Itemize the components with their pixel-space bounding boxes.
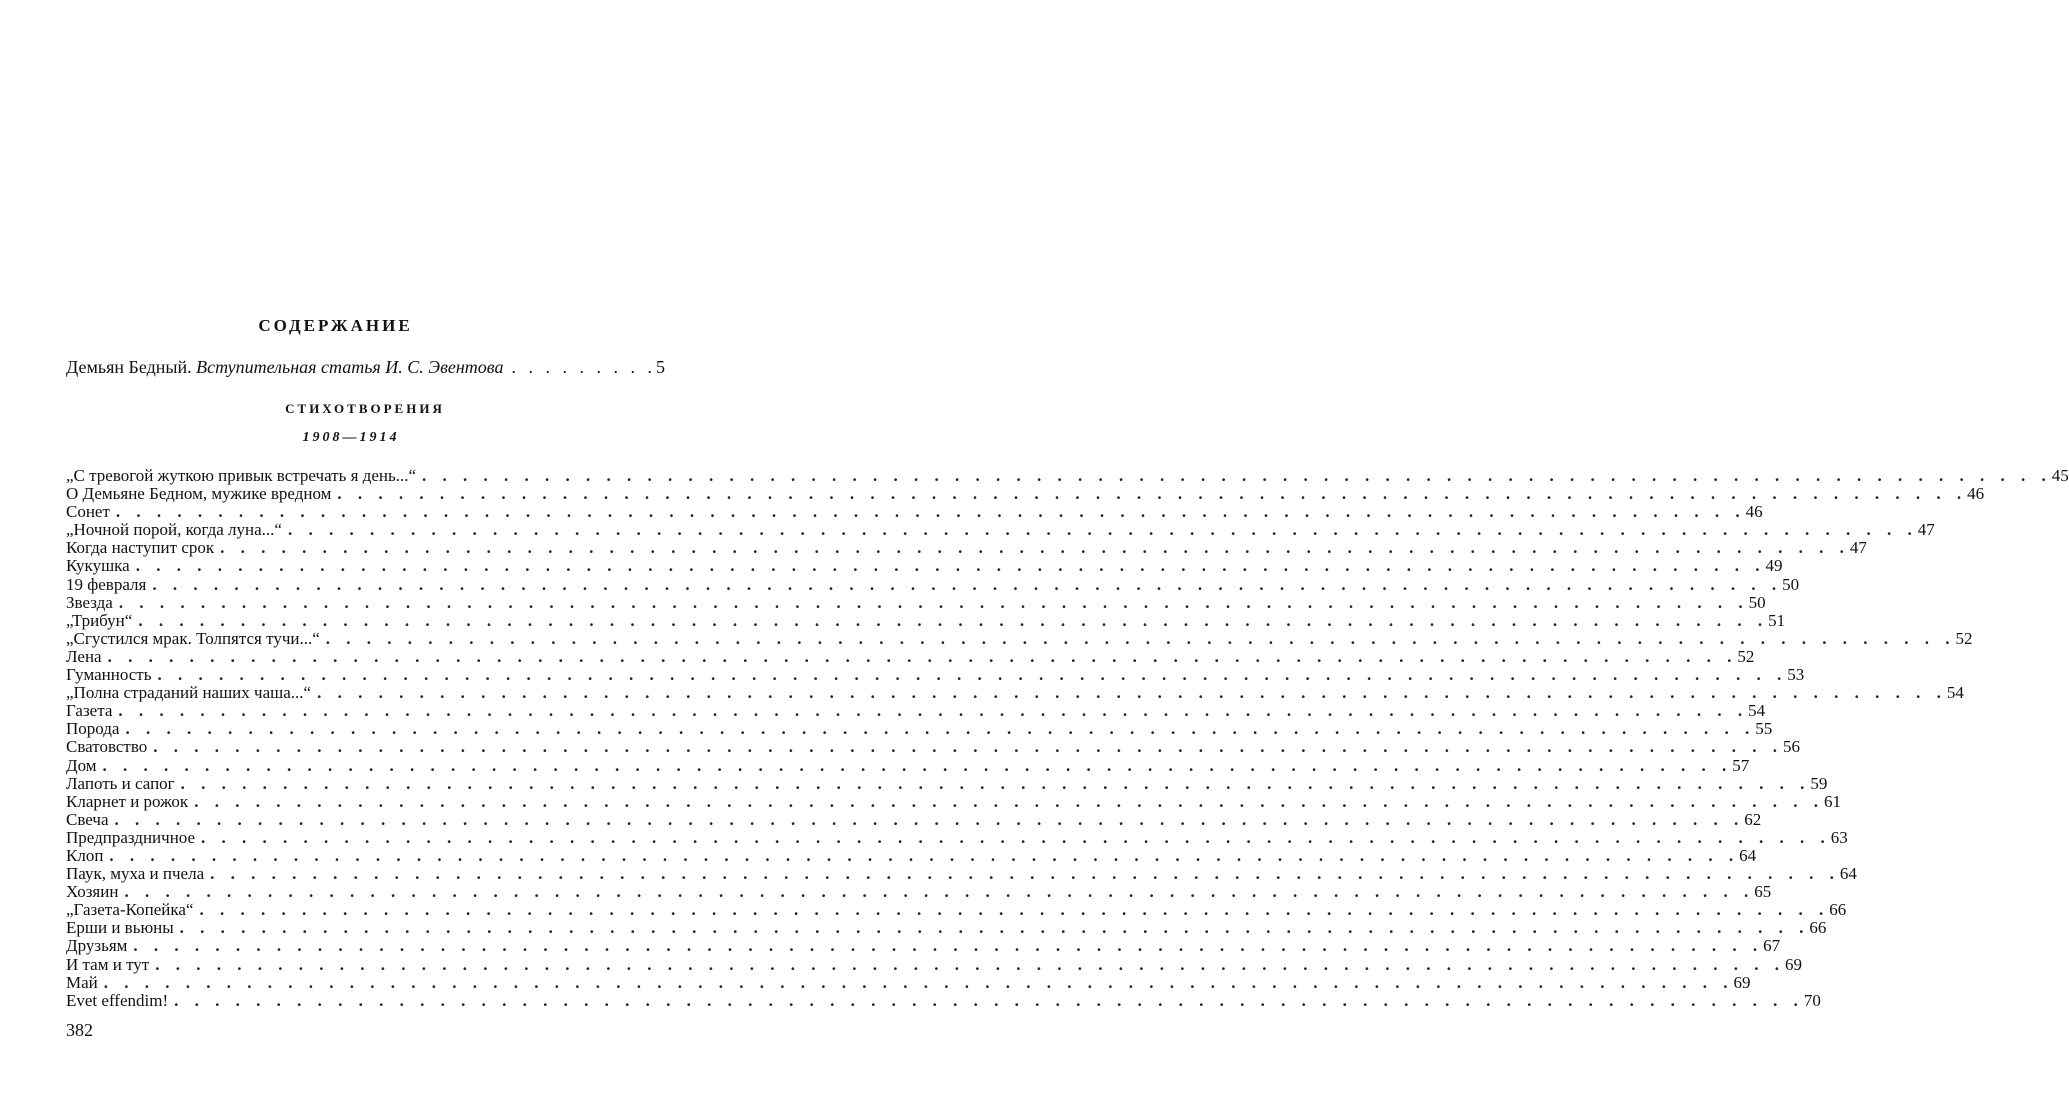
dot-leader: . . . . . . . . . . . . . . . . . . . . . . . . . . . . . . . . . . . . . . . . . . . . . . . . . . . . . . . . . . . . . . . . . . . . . . . . . . . . . . . . [102,755,1733,775]
toc-entry-title: 19 февраля [66,574,147,594]
dot-leader: . . . . . . . . . . . . . . . . . . . . . . . . . . . . . . . . . . . . . . . . . . . . . . . . . . . . . . . . . . . . . . . . . . . . . . . . . . . . . . . . [115,502,1746,522]
toc-entry-title: „Газета-Копейка“ [66,900,194,920]
toc-entry-title: Гуманность [66,665,152,685]
dot-leader: . . . . . . . . . . . . . . . . . . . . . . . . . . . . . . . . . . . . . . . . . . . . . . . . . . . . . . . . . . . . . . . . . . . . . . . . . . . . . . . . [325,628,1956,648]
toc-entry-page: 52 [1737,646,1755,666]
dot-leader: . . . . . . . . . . . . . . . . . . . . . . . . . . . . . . . . . . . . . . . . . . . . . . . . . . . . . . . . . . . . . . . . . . . . . . . . . . . . . . . . [180,773,1811,793]
dot-leader: . . . . . . . . . . . . . . . . . . . . . . . . . . . . . . . . . . . . . . . . . . . . . . . . . . . . . . . . . . . . . . . . . . . . . . . . . . . . . . . . [174,990,1804,1010]
toc-entry-page: 63 [1830,827,1848,847]
toc-entry-title: Сватовство [66,737,148,757]
toc-entry-page: 46 [1745,502,1763,522]
toc-entry [66,845,1757,865]
dot-leader: . . . . . . . . . . . . . . . . . . . . . . . . . . . . . . . . . . . . . . . . . . . . . . . . . . . . . . . . . . . . . . . . . . . . . . . . . . . . . . . . [114,809,1745,829]
toc-entry-page: 50 [1748,592,1766,612]
toc-entry [66,683,1964,703]
toc-entry-title: Предпраздничное [66,827,196,847]
dot-leader: . . . . . . . . . . . . . . . . . . . . . . . . . . . . . . . . . . . . . . . . . . . . . . . . . . . . . . . . . . . . . . . . . . . . . . . . . . . . . . . . [317,683,1947,703]
toc-entry-title: Когда наступит срок [66,538,215,558]
toc-entry-title: Лапоть и сапог [66,773,175,793]
toc-entry-title: Паук, муха и пчела [66,864,205,884]
toc-entry [66,628,1973,648]
toc-entry [66,556,1783,576]
toc-entry-page: 54 [1946,683,1964,703]
toc-entry-page: 66 [1829,900,1847,920]
toc-entry-page: 64 [1739,845,1757,865]
toc-entry-page: 51 [1768,610,1786,630]
section-heading: СТИХОТВОРЕНИЯ [285,401,445,416]
toc-entry-page: 46 [1967,484,1985,504]
dot-leader: . . . . . . . . . . . . . . . . . . . . . . . . . . . . . . . . . . . . . . . . . . . . . . . . . . . . . . . . . . . . . . . . . . . . . . . . . . . . . . . . [201,827,1831,847]
toc-entry [66,918,1827,938]
dot-leader: . . . . . . . . . . . . . . . . . . . . . . . . . . . . . . . . . . . . . . . . . . . . . . . . . . . . . . . . . . . . . . . . . . . . . . . . . . . . . . . . [337,484,1968,504]
toc-entry [66,809,1762,829]
toc-list [66,466,2069,1010]
toc-entry-title: Звезда [66,592,113,612]
toc-entry [66,972,1751,992]
toc-entry-title: „С тревогой жуткою привык встречать я день...“ [66,466,417,485]
toc-entry-page: 67 [1763,936,1781,956]
toc-entry [66,538,1867,558]
page-number: 382 [66,1020,93,1040]
dot-leader: . . . . . . . . . . . . . . . . . . . . . . . . . . . . . . . . . . . . . . . . . . . . . . . . . . . . . . . . . . . . . . . . . . . . . . . . . . . . . . . . [103,972,1734,992]
toc-entry-page: 47 [1849,538,1867,558]
toc-entry-page: 66 [1809,918,1827,938]
toc-entry [66,827,1848,847]
toc-entry-title: Свеча [66,809,109,829]
toc-entry [66,610,1786,630]
dot-leader: . . . . . . . . . . . . . . . . . . . . . . . . . . . . . . . . . . . . . . . . . . . . . . . . . . . . . . . . . . . . . . . . . . . . . . . . . . . . . . . . [135,556,1766,576]
dot-leader: . . . . . . . . . . . . . . . . . . . . . . . . . . . . . . . . . . . . . . . . . . . . . . . . . . . . . . . . . . . . . . . . . . . . . . . . . . . . . . . . [124,882,1755,902]
toc-entry-page: 59 [1810,773,1828,793]
toc-entry-page: 69 [1733,972,1751,992]
toc-entry-page: 45 [2051,466,2069,485]
dot-leader: . . . . . . . . . . . . . . . . . . . . . . . . . . . . . . . . . . . . . . . . . . . . . . . . . . . . . . . . . . . . . . . . . . . . . . . . . . . . . . . . [138,610,1769,630]
years-subheading: 1908—1914 [302,430,400,445]
toc-entry-page: 61 [1823,791,1841,811]
dot-leader: . . . . . . . . . . . . . . . . . . . . . . . . . . . . . . . . . . . . . . . . . . . . . . . . . . . . . . . . . . . . . . . . . . . . . . . . . . . . . . . . [133,936,1764,956]
dot-leader: . . . . . . . . . . . . . . . . . . . . . . . . . . . . . . . . . . . . . . . . . . . . . . . . . . . . . . . . . . . . . . . . . . . . . . . . . . . . . . . . [199,900,1830,920]
toc-entry-title: Кукушка [66,556,130,576]
toc-entry-title: Дом [66,755,97,775]
toc-entry-page: 64 [1839,864,1857,884]
toc-entry-title: „Ночной порой, когда луна...“ [66,520,282,540]
toc-entry-page: 62 [1744,809,1762,829]
dot-leader: . . . . . . . . . . . . . . . . . . . . . . . . . . . . . . . . . . . . . . . . . . . . . . . . . . . . . . . . . . . . . . . . . . . . . . . . . . . . . . . . [287,520,1918,540]
toc-entry [66,900,1847,920]
intro-page-number: 5 [656,357,665,377]
toc-entry-page: 57 [1732,755,1750,775]
toc-entry-page: 50 [1782,574,1800,594]
toc-entry-title: „Трибун“ [66,610,133,630]
dot-leader: . . . . . . . . . . . . . . . . . . . . . . . . . . . . . . . . . . . . . . . . . . . . . . . . . . . . . . . . . . . . . . . . . . . . . . . . . . . . . . . . [210,864,1840,884]
toc-entry [66,719,1773,739]
dot-leader: . . . . . . . . . . . . . . . . . . . . . . . . . . . . . . . . . . . . . . . . . . . . . . . . . . . . . . . . . . . . . . . . . . . . . . . . . . . . . . . . [152,574,1783,594]
toc-entry-title: Порода [66,719,120,739]
toc-entry [66,755,1750,775]
toc-entry-title: О Демьяне Бедном, мужике вредном [66,484,332,504]
toc-entry [66,864,1857,884]
toc-entry [66,574,1800,594]
toc-entry-page: 52 [1955,628,1973,648]
dot-leader: . . . . . . . . . . . . . . . . . . . . . . . . . . . . . . . . . . . . . . . . . . . . . . . . . . . . . . . . . . . . . . . . . . . . . . . . . . . . . . . . [109,845,1740,865]
dot-leader: . . . . . . . . . . . . . . . . . . . . . . . . . . . . . . . . . . . . . . . . . . . . . . . . . . . . . . . . . . . . . . . . . . . . . . . . . . . . . . . . [422,466,2052,485]
toc-entry-title: Evet effendim! [66,990,169,1010]
dot-leader: . . . . . . . . . [511,357,656,377]
toc-entry-title: Хозяин [66,882,119,902]
toc-entry-page: 54 [1748,701,1766,721]
toc-entry-page: 53 [1787,665,1805,685]
toc-entry [66,936,1781,956]
toc-entry [66,990,1821,1010]
toc-entry [66,466,2069,485]
dot-leader: . . . . . . . . . . . . . . . . . . . . . . . . . . . . . . . . . . . . . . . . . . . . . . . . . . . . . . . . . . . . . . . . . . . . . . . . . . . . . . . . [155,954,1785,974]
toc-entry [66,502,1763,522]
dot-leader: . . . . . . . . . . . . . . . . . . . . . . . . . . . . . . . . . . . . . . . . . . . . . . . . . . . . . . . . . . . . . . . . . . . . . . . . . . . . . . . . [125,719,1756,739]
toc-entry-page: 70 [1803,990,1821,1010]
toc-entry [66,665,1805,685]
toc-entry [66,882,1772,902]
toc-entry-title: Клоп [66,845,104,865]
toc-entry-page: 65 [1754,882,1772,902]
toc-entry-title: Газета [66,701,113,721]
dot-leader: . . . . . . . . . . . . . . . . . . . . . . . . . . . . . . . . . . . . . . . . . . . . . . . . . . . . . . . . . . . . . . . . . . . . . . . . . . . . . . . . [179,918,1810,938]
toc-entry-title: Кларнет и рожок [66,791,189,811]
dot-leader: . . . . . . . . . . . . . . . . . . . . . . . . . . . . . . . . . . . . . . . . . . . . . . . . . . . . . . . . . . . . . . . . . . . . . . . . . . . . . . . . [194,791,1824,811]
toc-entry-title: И там и тут [66,954,150,974]
toc-entry [66,646,1755,666]
toc-entry [66,701,1766,721]
dot-leader: . . . . . . . . . . . . . . . . . . . . . . . . . . . . . . . . . . . . . . . . . . . . . . . . . . . . . . . . . . . . . . . . . . . . . . . . . . . . . . . . [107,646,1738,666]
toc-entry-title: Друзьям [66,936,128,956]
toc-entry [66,592,1766,612]
toc-entry [66,520,1935,540]
dot-leader: . . . . . . . . . . . . . . . . . . . . . . . . . . . . . . . . . . . . . . . . . . . . . . . . . . . . . . . . . . . . . . . . . . . . . . . . . . . . . . . . [118,592,1749,612]
toc-entry [66,791,1841,811]
dot-leader: . . . . . . . . . . . . . . . . . . . . . . . . . . . . . . . . . . . . . . . . . . . . . . . . . . . . . . . . . . . . . . . . . . . . . . . . . . . . . . . . [118,701,1749,721]
toc-entry-title: Сонет [66,502,110,522]
toc-entry-title: „Сгустился мрак. Толпятся тучи...“ [66,628,320,648]
toc-entry [66,484,1985,504]
intro-title: Вступительная статья И. С. Эвентова [196,357,504,377]
toc-entry-title: „Полна страданий наших чаша...“ [66,683,312,703]
toc-entry-page: 55 [1755,719,1773,739]
contents-heading: СОДЕРЖАНИЕ [258,316,413,335]
toc-entry-page: 47 [1917,520,1935,540]
toc-entry-title: Ерши и вьюны [66,918,174,938]
toc-entry-page: 49 [1765,556,1783,576]
dot-leader: . . . . . . . . . . . . . . . . . . . . . . . . . . . . . . . . . . . . . . . . . . . . . . . . . . . . . . . . . . . . . . . . . . . . . . . . . . . . . . . . [220,538,1850,558]
toc-entry [66,773,1828,793]
intro-entry [66,356,665,378]
toc-entry-page: 56 [1783,737,1801,757]
toc-entry [66,954,1802,974]
dot-leader: . . . . . . . . . . . . . . . . . . . . . . . . . . . . . . . . . . . . . . . . . . . . . . . . . . . . . . . . . . . . . . . . . . . . . . . . . . . . . . . . [157,665,1788,685]
intro-author: Демьян Бедный. [66,357,197,377]
toc-entry [66,737,1801,757]
toc-entry-title: Май [66,972,98,992]
toc-entry-title: Лена [66,646,102,666]
dot-leader: . . . . . . . . . . . . . . . . . . . . . . . . . . . . . . . . . . . . . . . . . . . . . . . . . . . . . . . . . . . . . . . . . . . . . . . . . . . . . . . . [153,737,1784,757]
toc-entry-page: 69 [1784,954,1802,974]
